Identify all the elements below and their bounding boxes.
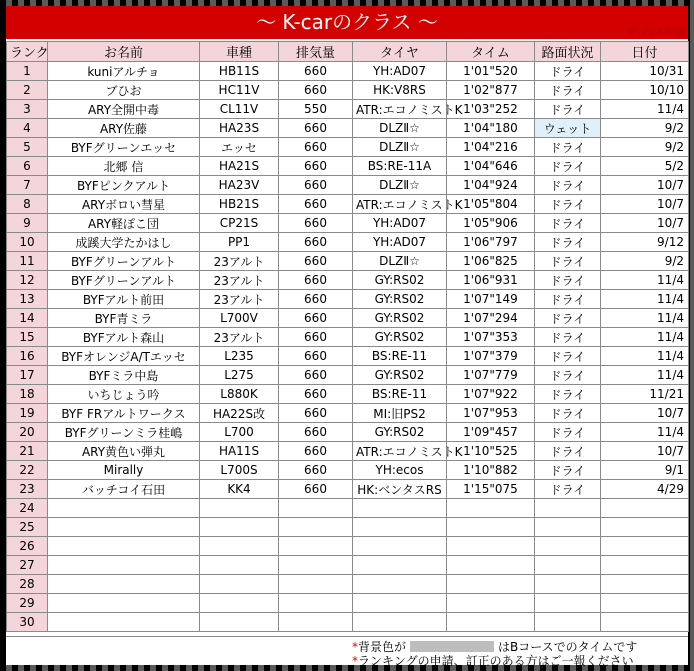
rank-cell: 23 <box>7 480 48 499</box>
car-cell <box>200 518 279 537</box>
displacement-cell: 660 <box>279 233 353 252</box>
name-cell <box>48 499 200 518</box>
name-cell <box>48 613 200 632</box>
table-row <box>7 613 689 632</box>
rank-cell: 30 <box>7 613 48 632</box>
car-cell: HA22S改 <box>200 404 279 423</box>
name-cell: kuniアルチョ <box>48 62 200 81</box>
name-cell: BYFアルト森山 <box>48 328 200 347</box>
time-cell: 1'05"906 <box>447 214 535 233</box>
rank-cell: 27 <box>7 556 48 575</box>
name-cell: ブひお <box>48 81 200 100</box>
road-condition-cell: ドライ <box>535 176 601 195</box>
tire-cell: HK:V8RS <box>353 81 447 100</box>
tire-cell: YH:AD07 <box>353 62 447 81</box>
time-cell: 1'07"922 <box>447 385 535 404</box>
time-cell: 1'15"075 <box>447 480 535 499</box>
road-condition-cell: ドライ <box>535 461 601 480</box>
rank-cell: 4 <box>7 119 48 138</box>
displacement-cell <box>279 575 353 594</box>
name-cell <box>48 537 200 556</box>
rank-cell: 5 <box>7 138 48 157</box>
displacement-cell: 660 <box>279 366 353 385</box>
rank-cell: 8 <box>7 195 48 214</box>
displacement-cell: 660 <box>279 62 353 81</box>
road-condition-cell: ドライ <box>535 347 601 366</box>
road-condition-cell: ウェット <box>535 119 601 138</box>
displacement-cell <box>279 518 353 537</box>
tire-cell: GY:RS02 <box>353 290 447 309</box>
tire-cell: BS:RE-11A <box>353 157 447 176</box>
displacement-cell: 660 <box>279 138 353 157</box>
tire-cell: BS:RE-11 <box>353 385 447 404</box>
name-cell: BYFグリーンエッセ <box>48 138 200 157</box>
name-cell: BYFアルト前田 <box>48 290 200 309</box>
car-cell: 23アルト <box>200 271 279 290</box>
date-cell <box>601 537 689 556</box>
tire-cell: BS:RE-11 <box>353 347 447 366</box>
car-cell: HC11V <box>200 81 279 100</box>
rank-cell: 2 <box>7 81 48 100</box>
tire-cell: ATR:エコノミストK <box>353 100 447 119</box>
road-condition-cell: ドライ <box>535 328 601 347</box>
rank-cell: 17 <box>7 366 48 385</box>
table-row <box>7 195 689 214</box>
date-cell <box>601 499 689 518</box>
table-row <box>7 556 689 575</box>
road-condition-cell: ドライ <box>535 195 601 214</box>
table-row <box>7 138 689 157</box>
tire-cell: YH:AD07 <box>353 214 447 233</box>
car-cell: 23アルト <box>200 290 279 309</box>
displacement-cell: 660 <box>279 347 353 366</box>
column-header: タイヤ <box>353 42 447 62</box>
table-row <box>7 290 689 309</box>
note-asterisk: * <box>352 640 358 654</box>
road-condition-cell <box>535 499 601 518</box>
tire-cell <box>353 613 447 632</box>
tire-cell: DLZⅡ☆ <box>353 119 447 138</box>
car-cell: KK4 <box>200 480 279 499</box>
car-cell: HA23V <box>200 176 279 195</box>
name-cell: BYFオレンジA/Tエッセ <box>48 347 200 366</box>
rank-cell: 12 <box>7 271 48 290</box>
road-condition-cell: ドライ <box>535 157 601 176</box>
name-cell: いちじょう吟 <box>48 385 200 404</box>
tire-cell: DLZⅡ☆ <box>353 252 447 271</box>
tire-cell: YH:AD07 <box>353 233 447 252</box>
road-condition-cell: ドライ <box>535 100 601 119</box>
rank-cell: 15 <box>7 328 48 347</box>
name-cell: BYFグリーンミラ桂嶋 <box>48 423 200 442</box>
time-cell <box>447 537 535 556</box>
tire-cell: MI:旧PS2 <box>353 404 447 423</box>
table-row <box>7 62 689 81</box>
time-cell <box>447 594 535 613</box>
ranking-sheet <box>6 6 688 668</box>
road-condition-cell <box>535 518 601 537</box>
time-cell: 1'07"953 <box>447 404 535 423</box>
time-cell <box>447 499 535 518</box>
road-condition-cell: ドライ <box>535 214 601 233</box>
displacement-cell <box>279 537 353 556</box>
displacement-cell: 660 <box>279 195 353 214</box>
date-cell: 11/4 <box>601 328 689 347</box>
displacement-cell: 660 <box>279 176 353 195</box>
tire-cell: DLZⅡ☆ <box>353 138 447 157</box>
displacement-cell: 660 <box>279 385 353 404</box>
table-row <box>7 176 689 195</box>
displacement-cell <box>279 594 353 613</box>
rank-cell: 14 <box>7 309 48 328</box>
header-row <box>7 42 689 62</box>
car-cell <box>200 575 279 594</box>
table-row <box>7 575 689 594</box>
time-cell: 1'04"646 <box>447 157 535 176</box>
name-cell: バッチコイ石田 <box>48 480 200 499</box>
rank-cell: 18 <box>7 385 48 404</box>
road-condition-cell: ドライ <box>535 62 601 81</box>
tire-cell <box>353 499 447 518</box>
table-row <box>7 594 689 613</box>
tire-cell <box>353 537 447 556</box>
date-cell: 10/31 <box>601 62 689 81</box>
car-cell: L235 <box>200 347 279 366</box>
car-cell: HA11S <box>200 442 279 461</box>
tire-cell <box>353 575 447 594</box>
tire-cell: ATR:エコノミストK <box>353 442 447 461</box>
name-cell: BYFグリーンアルト <box>48 271 200 290</box>
note-line1-prefix: 背景色が <box>358 640 407 654</box>
name-cell: 成蹊大学たかはし <box>48 233 200 252</box>
date-cell: 9/2 <box>601 252 689 271</box>
tire-cell: YH:ecos <box>353 461 447 480</box>
name-cell: ARY全開中毒 <box>48 100 200 119</box>
date-cell: 11/4 <box>601 366 689 385</box>
car-cell <box>200 499 279 518</box>
car-cell: L700V <box>200 309 279 328</box>
table-row <box>7 271 689 290</box>
date-cell: 11/4 <box>601 100 689 119</box>
date-cell <box>601 518 689 537</box>
table-header <box>7 42 689 62</box>
tire-cell: HK:ベンタスRS <box>353 480 447 499</box>
car-cell: 23アルト <box>200 328 279 347</box>
course-b-swatch <box>410 641 494 652</box>
name-cell: BYF青ミラ <box>48 309 200 328</box>
tire-cell: GY:RS02 <box>353 423 447 442</box>
column-header: お名前 <box>48 42 200 62</box>
table-row <box>7 81 689 100</box>
car-cell: L700S <box>200 461 279 480</box>
time-cell: 1'02"877 <box>447 81 535 100</box>
note-asterisk: * <box>352 654 358 668</box>
road-condition-cell: ドライ <box>535 442 601 461</box>
rank-cell: 1 <box>7 62 48 81</box>
time-cell: 1'07"379 <box>447 347 535 366</box>
column-header: ランク <box>7 42 48 62</box>
note-line1-suffix: はBコースでのタイムです <box>498 640 638 654</box>
tire-cell: ATR:エコノミストK <box>353 195 447 214</box>
road-condition-cell: ドライ <box>535 385 601 404</box>
time-cell: 1'10"525 <box>447 442 535 461</box>
date-cell: 5/2 <box>601 157 689 176</box>
date-cell: 11/4 <box>601 309 689 328</box>
time-cell: 1'04"180 <box>447 119 535 138</box>
column-header: 車種 <box>200 42 279 62</box>
date-cell: 9/2 <box>601 138 689 157</box>
rank-cell: 11 <box>7 252 48 271</box>
date-cell <box>601 575 689 594</box>
date-cell: 10/7 <box>601 442 689 461</box>
name-cell: BYFピンクアルト <box>48 176 200 195</box>
time-cell: 1'07"149 <box>447 290 535 309</box>
car-cell: L700 <box>200 423 279 442</box>
displacement-cell: 660 <box>279 404 353 423</box>
date-cell <box>601 613 689 632</box>
car-cell: 23アルト <box>200 252 279 271</box>
displacement-cell: 660 <box>279 442 353 461</box>
date-cell <box>601 556 689 575</box>
rank-cell: 13 <box>7 290 48 309</box>
tire-cell: GY:RS02 <box>353 366 447 385</box>
date-cell: 10/7 <box>601 404 689 423</box>
time-cell <box>447 575 535 594</box>
time-cell <box>447 613 535 632</box>
displacement-cell: 660 <box>279 423 353 442</box>
time-cell <box>447 556 535 575</box>
road-condition-cell: ドライ <box>535 423 601 442</box>
displacement-cell <box>279 613 353 632</box>
car-cell: PP1 <box>200 233 279 252</box>
rank-cell: 29 <box>7 594 48 613</box>
table-row <box>7 385 689 404</box>
table-row <box>7 537 689 556</box>
car-cell <box>200 613 279 632</box>
table-row <box>7 442 689 461</box>
table-body <box>7 62 689 632</box>
column-header: 排気量 <box>279 42 353 62</box>
rank-cell: 19 <box>7 404 48 423</box>
date-cell: 11/4 <box>601 423 689 442</box>
date-cell: 11/21 <box>601 385 689 404</box>
column-header: 日付 <box>601 42 689 62</box>
road-condition-cell <box>535 556 601 575</box>
name-cell: ARYボロい彗星 <box>48 195 200 214</box>
table-row <box>7 214 689 233</box>
name-cell <box>48 518 200 537</box>
rank-cell: 25 <box>7 518 48 537</box>
displacement-cell: 660 <box>279 252 353 271</box>
displacement-cell: 660 <box>279 309 353 328</box>
table-row <box>7 100 689 119</box>
date-cell: 11/4 <box>601 290 689 309</box>
column-header: タイム <box>447 42 535 62</box>
road-condition-cell <box>535 575 601 594</box>
table-row <box>7 518 689 537</box>
page-title: 〜 K-carのクラス 〜 <box>6 6 688 39</box>
date-cell: 10/7 <box>601 176 689 195</box>
road-condition-cell: ドライ <box>535 480 601 499</box>
road-condition-cell: ドライ <box>535 81 601 100</box>
time-cell: 1'06"931 <box>447 271 535 290</box>
displacement-cell <box>279 556 353 575</box>
road-condition-cell <box>535 537 601 556</box>
time-cell: 1'03"252 <box>447 100 535 119</box>
road-condition-cell: ドライ <box>535 252 601 271</box>
car-cell <box>200 556 279 575</box>
road-condition-cell <box>535 613 601 632</box>
rank-cell: 10 <box>7 233 48 252</box>
tire-cell: GY:RS02 <box>353 271 447 290</box>
time-cell: 1'09"457 <box>447 423 535 442</box>
car-cell: HB11S <box>200 62 279 81</box>
tire-cell: DLZⅡ☆ <box>353 176 447 195</box>
table-row <box>7 404 689 423</box>
table-row <box>7 119 689 138</box>
table-row <box>7 328 689 347</box>
name-cell: ARY軽ぽこ団 <box>48 214 200 233</box>
date-cell: 9/12 <box>601 233 689 252</box>
car-cell: CL11V <box>200 100 279 119</box>
displacement-cell: 660 <box>279 81 353 100</box>
car-cell: エッセ <box>200 138 279 157</box>
rank-cell: 21 <box>7 442 48 461</box>
displacement-cell: 660 <box>279 461 353 480</box>
car-cell: CP21S <box>200 214 279 233</box>
date-cell: 11/4 <box>601 347 689 366</box>
car-cell: L275 <box>200 366 279 385</box>
tire-cell <box>353 518 447 537</box>
name-cell: BYF FRアルトワークス <box>48 404 200 423</box>
car-cell: HB21S <box>200 195 279 214</box>
time-cell: 1'10"882 <box>447 461 535 480</box>
road-condition-cell: ドライ <box>535 138 601 157</box>
time-cell: 1'06"825 <box>447 252 535 271</box>
table-row <box>7 461 689 480</box>
rank-cell: 28 <box>7 575 48 594</box>
name-cell <box>48 556 200 575</box>
car-cell <box>200 537 279 556</box>
date-cell <box>601 594 689 613</box>
tire-cell: GY:RS02 <box>353 328 447 347</box>
note-line2: ランキングの申請、訂正のある方はご一報ください <box>358 654 634 668</box>
date-cell: 9/1 <box>601 461 689 480</box>
name-cell: Mirally <box>48 461 200 480</box>
road-condition-cell: ドライ <box>535 309 601 328</box>
road-condition-cell: ドライ <box>535 271 601 290</box>
time-cell: 1'01"520 <box>447 62 535 81</box>
displacement-cell: 660 <box>279 119 353 138</box>
rank-cell: 22 <box>7 461 48 480</box>
table-row <box>7 252 689 271</box>
time-cell: 1'06"797 <box>447 233 535 252</box>
date-cell: 10/10 <box>601 81 689 100</box>
rank-cell: 26 <box>7 537 48 556</box>
displacement-cell: 660 <box>279 157 353 176</box>
name-cell: BYFミラ中島 <box>48 366 200 385</box>
table-row <box>7 480 689 499</box>
time-cell: 1'07"779 <box>447 366 535 385</box>
car-cell: HA23S <box>200 119 279 138</box>
road-condition-cell: ドライ <box>535 366 601 385</box>
displacement-cell: 660 <box>279 214 353 233</box>
displacement-cell: 660 <box>279 290 353 309</box>
car-cell: L880K <box>200 385 279 404</box>
displacement-cell: 660 <box>279 271 353 290</box>
name-cell: ARY佐藤 <box>48 119 200 138</box>
table-row <box>7 233 689 252</box>
displacement-cell <box>279 499 353 518</box>
notes-section <box>6 636 688 666</box>
note-application <box>352 652 634 669</box>
car-cell <box>200 594 279 613</box>
time-cell: 1'04"216 <box>447 138 535 157</box>
time-cell: 1'05"804 <box>447 195 535 214</box>
time-cell: 1'07"294 <box>447 309 535 328</box>
rank-cell: 3 <box>7 100 48 119</box>
name-cell: 北郷 信 <box>48 157 200 176</box>
road-condition-cell <box>535 594 601 613</box>
name-cell <box>48 594 200 613</box>
table-row <box>7 423 689 442</box>
rank-cell: 6 <box>7 157 48 176</box>
name-cell: BYFグリーンアルト <box>48 252 200 271</box>
rank-cell: 24 <box>7 499 48 518</box>
tire-cell <box>353 556 447 575</box>
date-cell: 10/7 <box>601 214 689 233</box>
name-cell <box>48 575 200 594</box>
date-cell: 9/2 <box>601 119 689 138</box>
table-row <box>7 366 689 385</box>
road-condition-cell: ドライ <box>535 290 601 309</box>
ranking-table <box>6 41 689 632</box>
column-header: 路面状況 <box>535 42 601 62</box>
table-row <box>7 499 689 518</box>
displacement-cell: 660 <box>279 480 353 499</box>
displacement-cell: 660 <box>279 328 353 347</box>
car-cell: HA21S <box>200 157 279 176</box>
time-cell <box>447 518 535 537</box>
time-cell: 1'07"353 <box>447 328 535 347</box>
road-condition-cell: ドライ <box>535 404 601 423</box>
date-cell: 11/4 <box>601 271 689 290</box>
name-cell: ARY黄色い弾丸 <box>48 442 200 461</box>
era-label: 平成26年版 <box>626 26 686 39</box>
rank-cell: 20 <box>7 423 48 442</box>
tire-cell <box>353 594 447 613</box>
date-cell: 4/29 <box>601 480 689 499</box>
table-row <box>7 347 689 366</box>
date-cell: 10/7 <box>601 195 689 214</box>
rank-cell: 16 <box>7 347 48 366</box>
displacement-cell: 550 <box>279 100 353 119</box>
time-cell: 1'04"924 <box>447 176 535 195</box>
rank-cell: 9 <box>7 214 48 233</box>
road-condition-cell: ドライ <box>535 233 601 252</box>
tire-cell: GY:RS02 <box>353 309 447 328</box>
table-row <box>7 309 689 328</box>
rank-cell: 7 <box>7 176 48 195</box>
table-row <box>7 157 689 176</box>
